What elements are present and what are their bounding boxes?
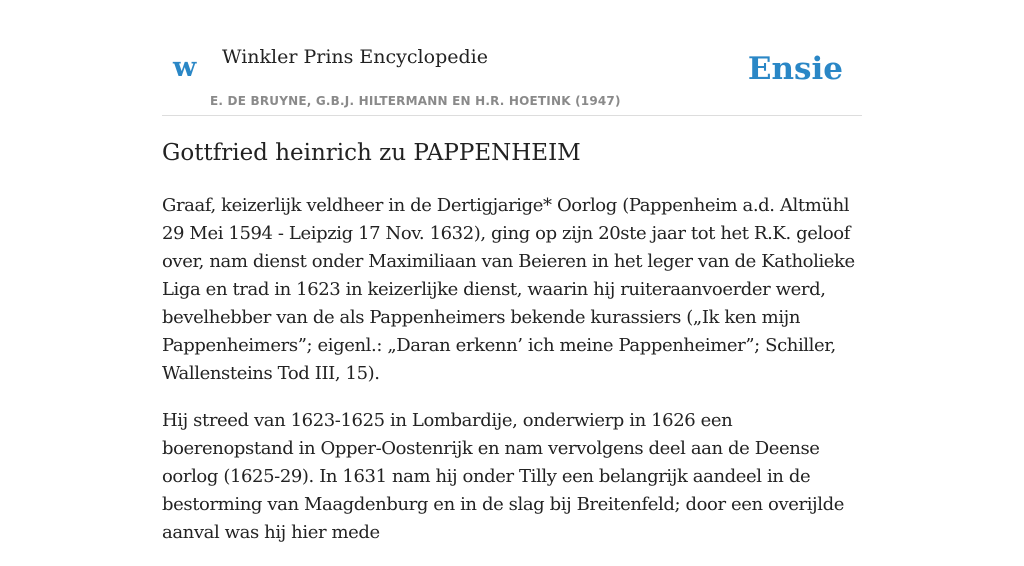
article-body	[162, 192, 862, 566]
article-paragraph: Graaf, keizerlijk veldheer in de Dertigjarige* Oorlog (Pappenheim a.d. Altmühl 29 Mei 1594 - Leipzig 17 Nov. 1632), ging op zijn 20ste jaar tot het R.K. geloof over, nam dienst onder Maximiliaan van Beieren in het leger van de Katholieke Liga en trad in 1623 in keizerlijke dienst, waarin hij ruiteraanvoerder werd, bevelhebber van de als Pappenheimers bekende kurassiers („Ik ken mijn Pappenheimers”; eigenl.: „Daran erkenn’ ich meine Pappenheimer”; Schiller, Wallensteins Tod III, 15).	[162, 195, 855, 384]
article-paragraph: Hij streed van 1623-1625 in Lombardije, onderwierp in 1626 een boerenopstand in Opper-Oostenrijk en nam vervolgens deel aan de Deense oorlog (1625-29). In 1631 nam hij onder Tilly een belangrijk aandeel in de bestorming van Maagdenburg en in de slag bij Breitenfeld; door een overijlde aanval was hij hier mede	[162, 410, 844, 543]
article-title: Gottfried heinrich zu PAPPENHEIM	[162, 140, 581, 166]
winkler-prins-logo[interactable]: w	[173, 52, 197, 83]
ensie-logo[interactable]: Ensie	[747, 51, 843, 87]
site-header	[162, 0, 862, 116]
encyclopedia-title[interactable]: Winkler Prins Encyclopedie	[222, 46, 488, 68]
authors-line: E. DE BRUYNE, G.B.J. HILTERMANN EN H.R. HOETINK (1947)	[210, 94, 621, 108]
